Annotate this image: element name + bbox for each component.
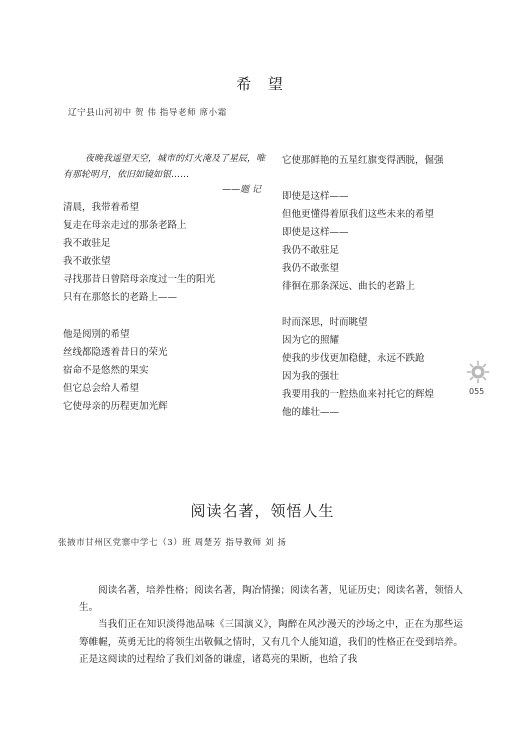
poem-preface: 夜晚我遥望天空，城市的灯火淹及了星辰，唯有那轮明月，依旧如镜如银…… (63, 154, 266, 180)
poem-line: 它使母亲的历程更加光辉 (63, 400, 168, 412)
poem-line: 它使那鲜艳的五星红旗变得洒脱，倔强 (282, 155, 444, 166)
poem-preface-sign: ——题 记 (222, 185, 261, 196)
poem-line: 我不敢驻足 (63, 237, 111, 249)
poem-line: 但它总会给人希望 (63, 382, 140, 394)
poem-line: 他是阅別的希望 (63, 328, 130, 340)
essay-title: 阅读名著，领悟人生 (190, 502, 335, 520)
poem-line: 寻找那昔日曾陪母亲度过一生的阳光 (63, 273, 216, 285)
poem-title: 希 望 (236, 75, 289, 93)
poem-line: 我仍不敢张望 (282, 263, 340, 274)
poem-line: 我不敢张望 (63, 255, 111, 267)
essay-paragraph: 当我们正在知识淡得池品味《三国演义》，陶醉在风沙漫天的沙场之中，正在为那些运筹帷幄，英勇无比的将领生出敬佩之情时，又有几个人能知道，我们的性格正在受到培养。正是这阅读的过程给了我们刘备的谦虚，诸葛亮的果断，也给了我 (79, 619, 463, 665)
poem-line: 即使是这样—— (282, 227, 349, 238)
poem-line: 宿命不是悠然的果实 (63, 364, 149, 376)
poem-right-column (282, 152, 497, 422)
poem-line: 复走在母亲走过的那条老路上 (63, 219, 187, 231)
poem-line: 只有在那悠长的老路上—— (63, 291, 178, 303)
poem-byline: 辽宁县山河初中 贺 伟 指导老师 席小霜 (68, 108, 227, 118)
poem-line: 因为我的强壮 (282, 371, 340, 382)
essay-body (79, 582, 463, 668)
page-ornament-icon (466, 360, 490, 384)
poem-line: 使我的步伐更加稳健，永远不跌跄 (282, 353, 425, 364)
poem-line: 他的雄壮—— (282, 407, 340, 418)
page-number: 055 (469, 387, 485, 396)
poem-line: 丝线都隐透着昔日的荣光 (63, 346, 168, 358)
poem-line: 徘徊在那条深远、曲长的老路上 (282, 281, 416, 292)
poem-line: 时而深思，时而眺望 (282, 317, 368, 328)
poem-line: 即使是这样—— (282, 191, 349, 202)
essay-byline: 张掖市甘州区党寨中学七（3）班 周楚芳 指导教师 刘 扬 (58, 538, 287, 548)
poem-line: 我仍不敢驻足 (282, 245, 340, 256)
poem-line: 清晨，我带着希望 (63, 201, 140, 213)
poem-left-column (63, 152, 273, 416)
poem-line: 我要用我的一腔热血来衬托它的辉煌 (282, 389, 435, 400)
poem-line: 因为它的照耀 (282, 335, 340, 346)
poem-line: 但他更懂得着原我们这些未来的希望 (282, 209, 435, 220)
essay-paragraph: 阅读名著，培养性格；阅读名著，陶冶情操；阅读名著，见证历史；阅读名著，领悟人生。 (79, 585, 463, 614)
